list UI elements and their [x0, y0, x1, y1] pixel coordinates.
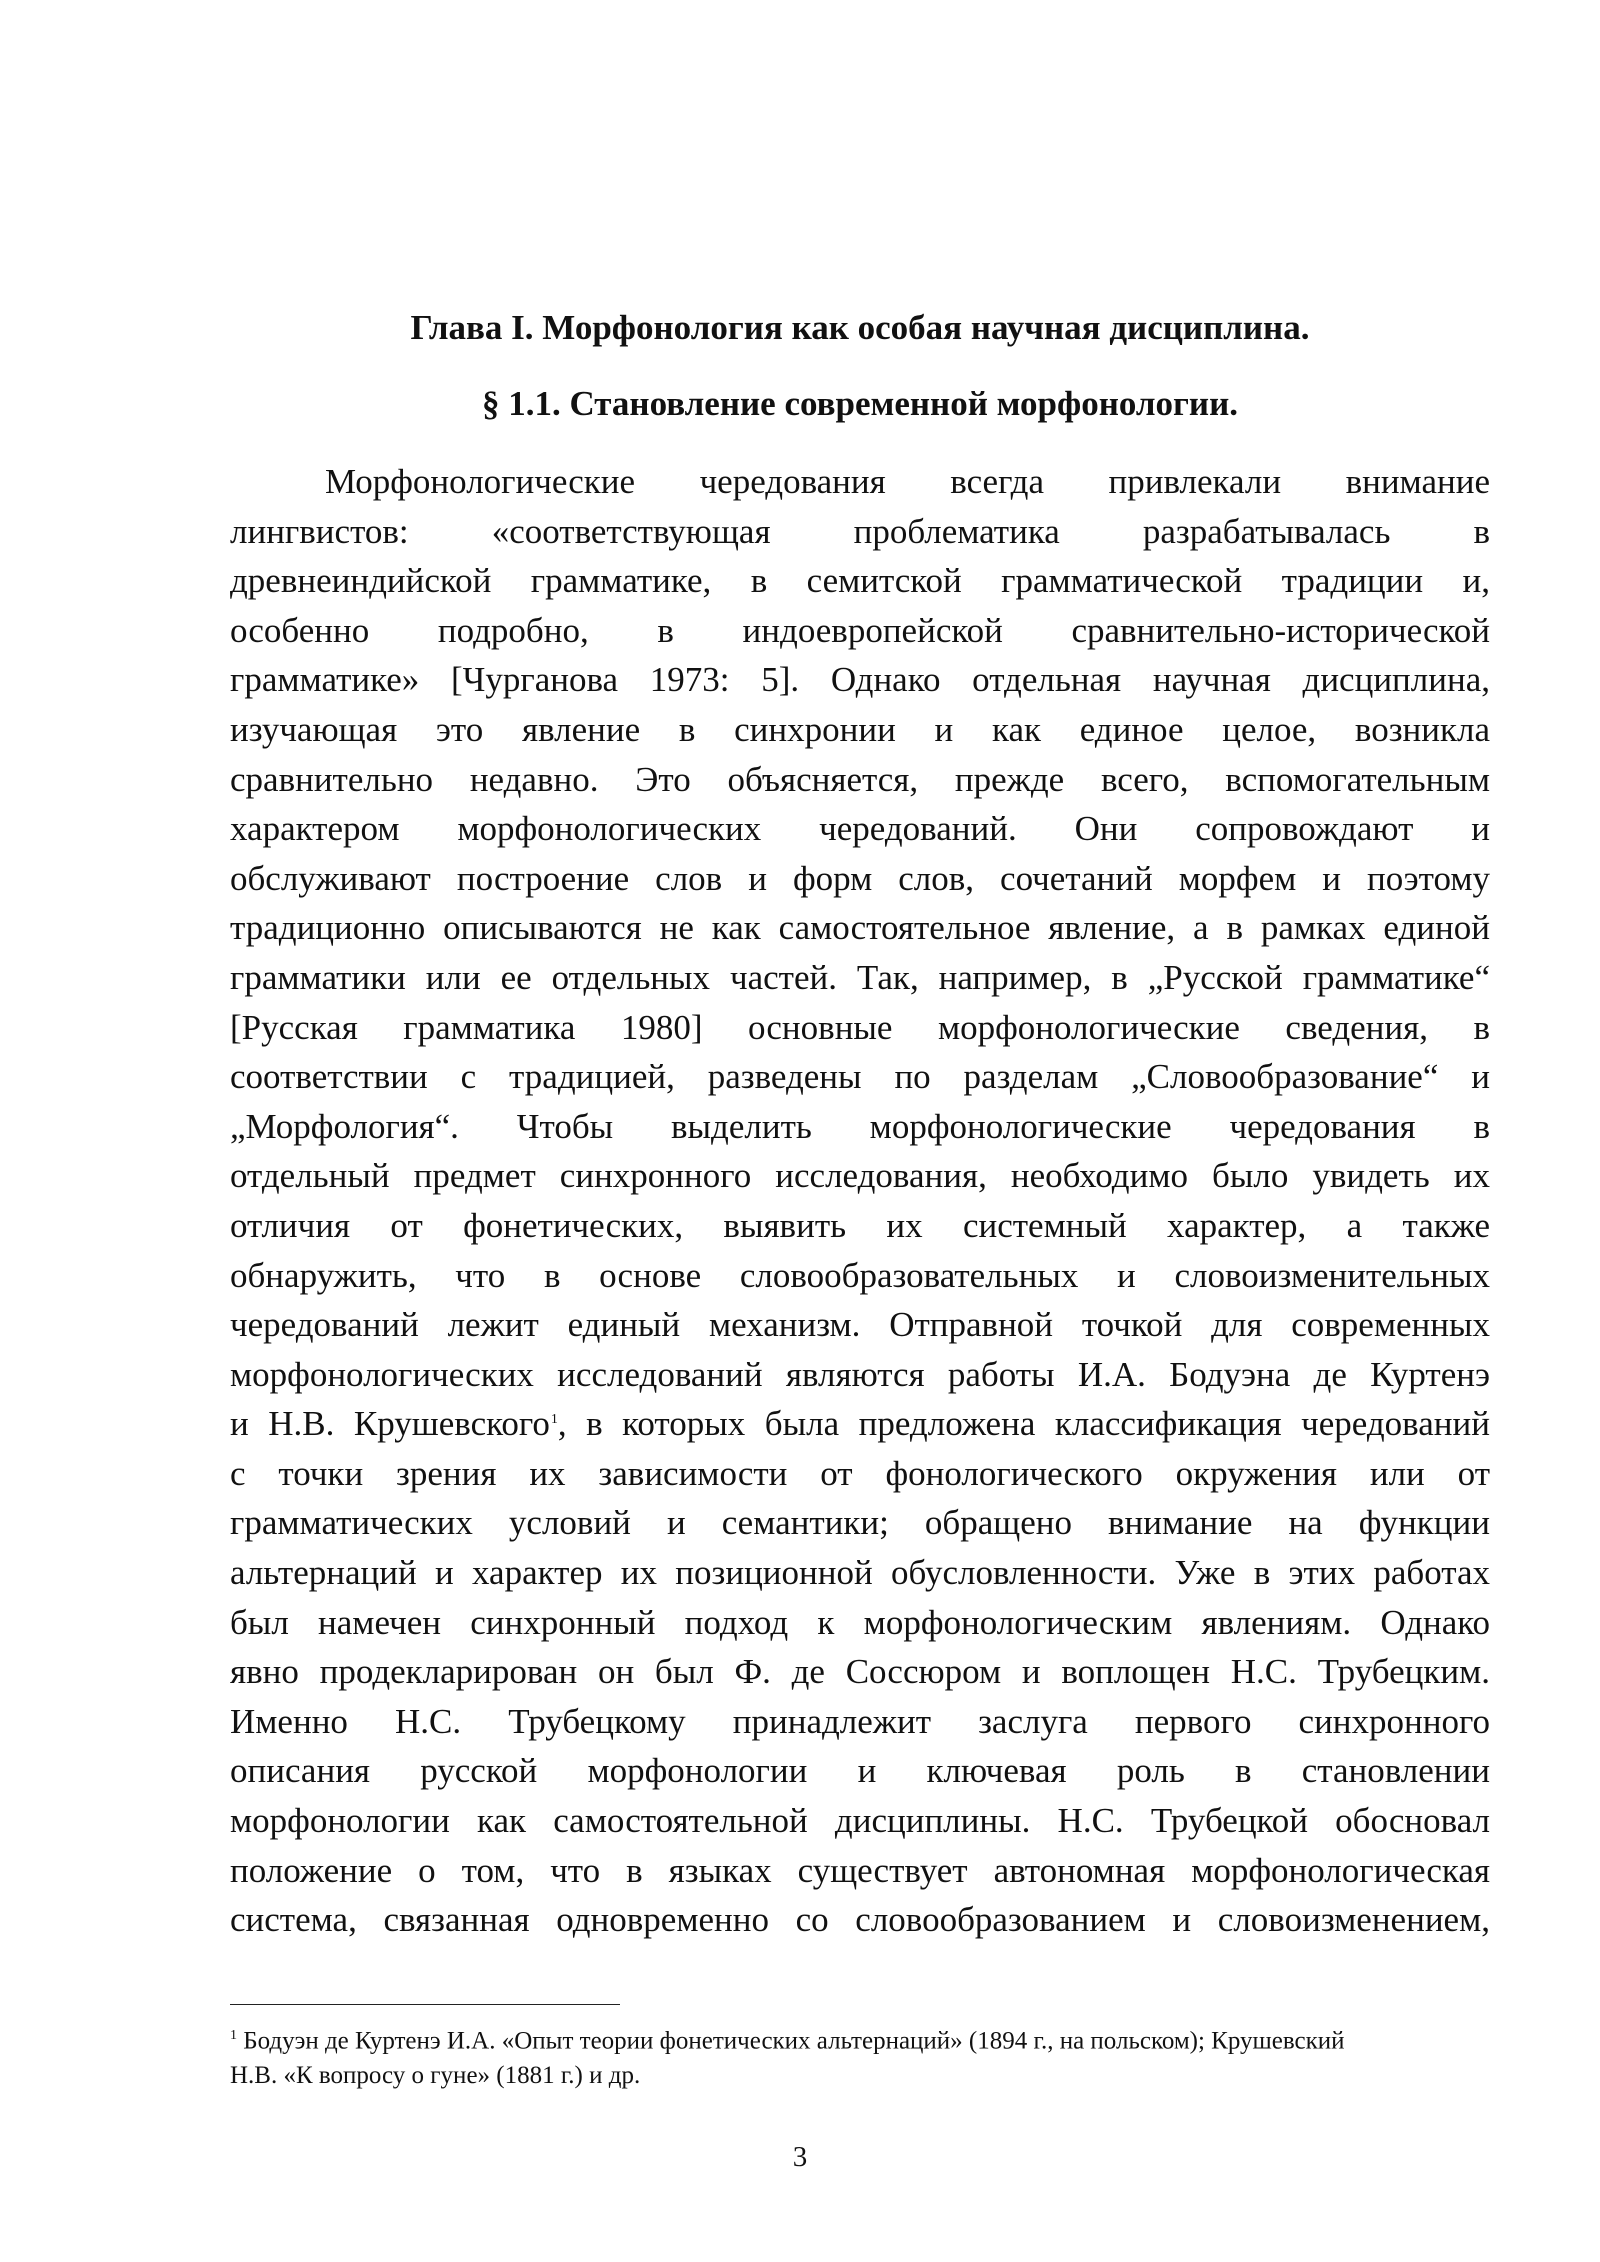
body-line: морфонологических исследований являются работы И.А. Бодуэна де Куртенэ: [230, 1354, 1490, 1394]
body-line: грамматики или ее отдельных частей. Так, например, в „Русской грамматике“: [230, 957, 1490, 997]
body-line: характером морфонологических чередований. Они сопровождают и: [230, 809, 1490, 849]
chapter-title: Глава I. Морфонология как особая научная дисциплина.: [410, 308, 1310, 347]
body-line-part: и Н.В. Крушевского: [230, 1404, 550, 1444]
body-line: отличия от фонетических, выявить их системный характер, а также: [230, 1205, 1490, 1245]
body-line: грамматике» [Чурганова 1973: 5]. Однако отдельная научная дисциплина,: [230, 660, 1490, 700]
body-line: особенно подробно, в индоевропейской сравнительно-исторической: [230, 610, 1490, 650]
body-line-with-footnote: [230, 1399, 1490, 1449]
footnote-text: Бодуэн де Куртенэ И.А. «Опыт теории фонетических альтернаций» (1894 г., на польском); Крушевский: [237, 2027, 1345, 2055]
body-line: явно продекларирован он был Ф. де Соссюром и воплощен Н.С. Трубецким.: [230, 1652, 1490, 1692]
body-line: соответствии с традицией, разведены по разделам „Словообразование“ и: [230, 1057, 1490, 1097]
body-line: положение о том, что в языках существует автономная морфонологическая: [230, 1850, 1490, 1890]
body-line: „Морфология“. Чтобы выделить морфонологические чередования в: [230, 1106, 1490, 1146]
body-line: отдельный предмет синхронного исследования, необходимо было увидеть их: [230, 1156, 1490, 1196]
footnote-marker: 1: [230, 2028, 237, 2043]
body-line: морфонологии как самостоятельной дисциплины. Н.С. Трубецкой обосновал: [230, 1801, 1490, 1841]
body-line: обнаружить, что в основе словообразовательных и словоизменительных: [230, 1255, 1490, 1295]
footnote-separator: [230, 2004, 620, 2005]
footnote: [230, 2018, 1490, 2093]
body-line: лингвистов: «соответствующая проблематика разрабатывалась в: [230, 511, 1490, 551]
footnote-reference[interactable]: 1: [550, 1411, 558, 1427]
body-line: традиционно описываются не как самостоятельное явление, а в рамках единой: [230, 908, 1490, 948]
section-title: § 1.1. Становление современной морфонологии.: [481, 384, 1239, 423]
body-line: чередований лежит единый механизм. Отправной точкой для современных: [230, 1305, 1490, 1345]
body-line: грамматических условий и семантики; обращено внимание на функции: [230, 1503, 1490, 1543]
body-line: был намечен синхронный подход к морфонологическим явлениям. Однако: [230, 1602, 1490, 1642]
body-line: Именно Н.С. Трубецкому принадлежит заслуга первого синхронного: [230, 1701, 1490, 1741]
body-line: обслуживают построение слов и форм слов, сочетаний морфем и поэтому: [230, 858, 1490, 898]
page-number: 3: [792, 2141, 808, 2173]
body-line: Морфонологические чередования всегда привлекали внимание: [325, 462, 1490, 501]
body-line: [Русская грамматика 1980] основные морфонологические сведения, в: [230, 1007, 1490, 1047]
body-text: [230, 457, 1490, 1945]
body-line: изучающая это явление в синхронии и как единое целое, возникла: [230, 709, 1490, 749]
body-line: альтернаций и характер их позиционной обусловленности. Уже в этих работах: [230, 1553, 1490, 1593]
body-line: древнеиндийской грамматике, в семитской грамматической традиции и,: [230, 561, 1490, 601]
body-line-part: , в которых была предложена классификация чередований: [557, 1404, 1490, 1444]
body-line: описания русской морфонологии и ключевая роль в становлении: [230, 1751, 1490, 1791]
body-line: система, связанная одновременно со словообразованием и словоизменением,: [230, 1900, 1490, 1940]
body-line: сравнительно недавно. Это объясняется, прежде всего, вспомогательным: [230, 759, 1490, 799]
footnote-line: [230, 2018, 1490, 2058]
footnote-line: Н.В. «К вопросу о гуне» (1881 г.) и др.: [230, 2062, 641, 2090]
body-line: с точки зрения их зависимости от фонологического окружения или от: [230, 1453, 1490, 1493]
